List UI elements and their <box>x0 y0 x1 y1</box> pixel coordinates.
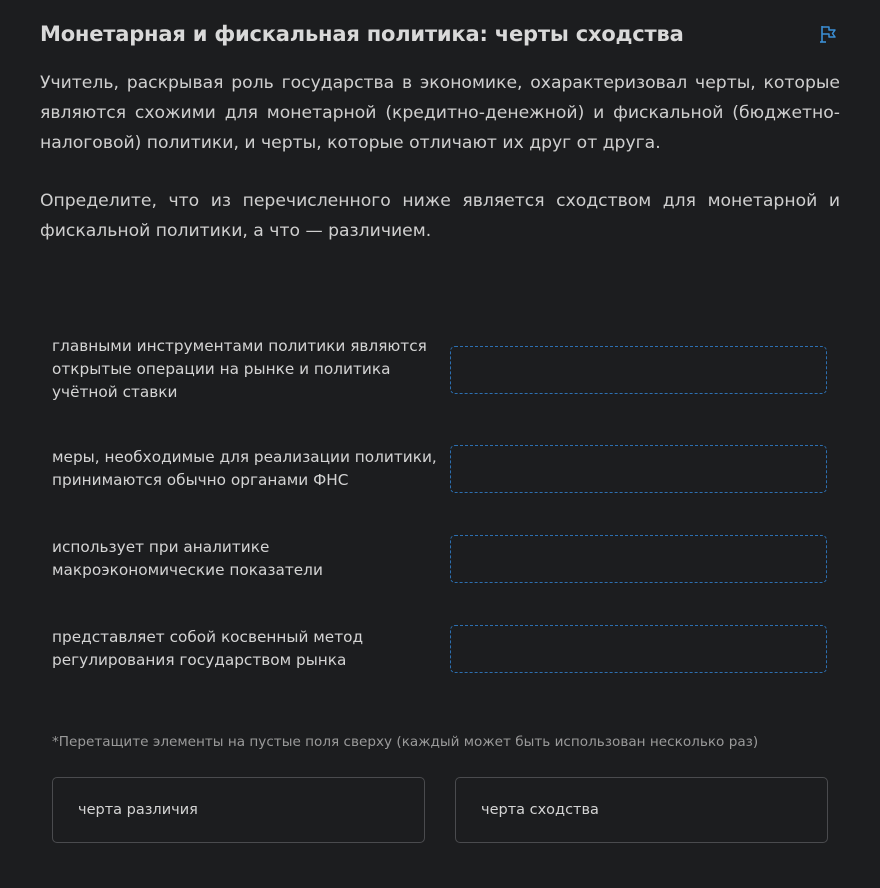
statement-label: представляет собой косвенный метод регулирования государством рынка <box>52 628 364 669</box>
flag-icon-svg <box>818 24 840 44</box>
statement-label: меры, необходимые для реализации политики, принимаются обычно органами ФНС <box>52 448 437 489</box>
statement-label: использует при аналитике макроэкономические показатели <box>52 538 323 579</box>
page-title: Монетарная и фискальная политика: черты сходства <box>40 22 684 46</box>
drop-zone[interactable] <box>450 346 827 394</box>
option-difference-chip[interactable]: черта различия <box>52 777 425 843</box>
drag-hint: *Перетащите элементы на пустые поля сверху (каждый может быть использован несколько раз) <box>52 734 759 750</box>
option-similarity-chip[interactable]: черта сходства <box>455 777 828 843</box>
task-description: Учитель, раскрывая роль государства в экономике, охарактеризовал черты, которые являются схожими для монетарной (кредитно-денежной) и фискальной (бюджетно-налоговой) политики, и черты, которые отличают их друг от друга. <box>40 73 840 153</box>
task-instruction: Определите, что из перечисленного ниже является сходством для монетарной и фискальной политики, а что — различием. <box>40 191 840 241</box>
drop-zone[interactable] <box>450 445 827 493</box>
flag-icon[interactable] <box>818 24 840 44</box>
drop-zone[interactable] <box>450 625 827 673</box>
statement-label: главными инструментами политики являются открытые операции на рынке и политика учётной ставки <box>52 337 427 401</box>
drop-zone[interactable] <box>450 535 827 583</box>
